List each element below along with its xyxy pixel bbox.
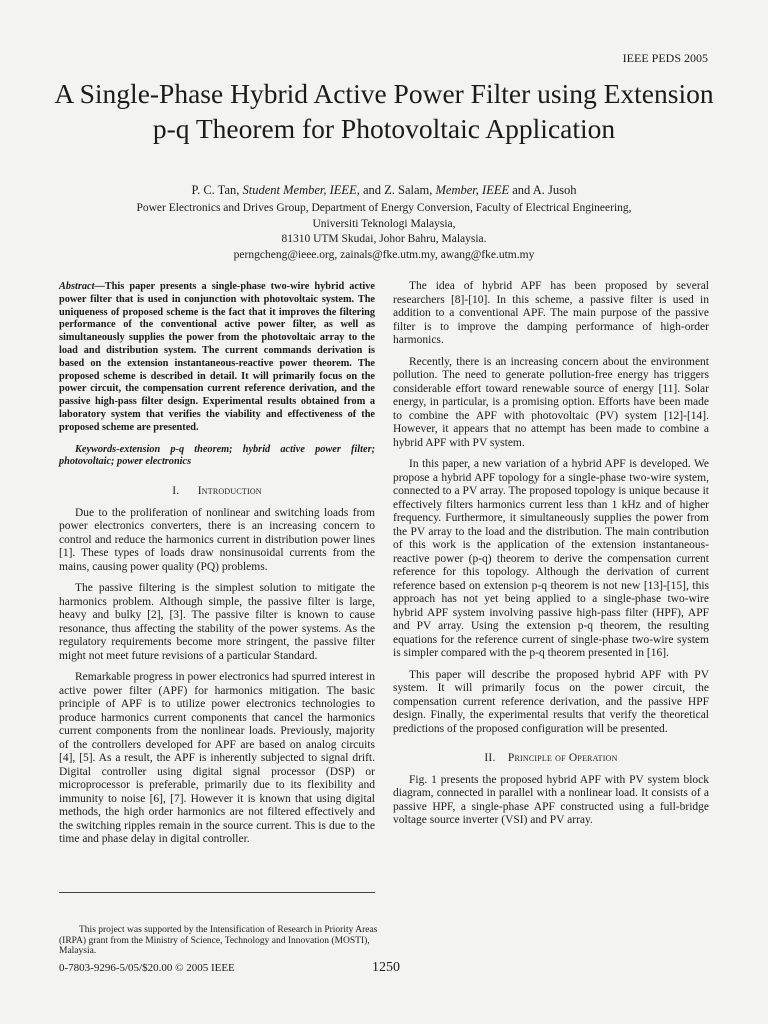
affiliation-emails: perngcheng@ieee.org, zainals@fke.utm.my, awang@fke.utm.my — [233, 248, 535, 261]
author-1: P. C. Tan, — [191, 183, 240, 197]
author-3: and A. Jusoh — [512, 183, 577, 197]
affiliation-block — [60, 201, 708, 263]
abstract-text: —This paper presents a single-phase two-wire hybrid active power filter that is used in conjunction with photovoltaic system. The uniqueness of proposed scheme is the fact that it improves the filtering performance of the conventional active power filter, as well as simultaneously supplies the power from the photovoltaic array to the load and distribution system. The current commands derivation is based on the extension instantaneous-reactive power theorem. The proposed scheme is described in detail. It will primarily focus on the power circuit, the compensation current reference derivation, and the passive high-pass filter design. Experimental results obtained from a laboratory system that verifies the viability and effectiveness of the proposed scheme are presented. — [59, 281, 375, 433]
right-column — [393, 280, 709, 836]
left-column — [59, 281, 375, 855]
paragraph: In this paper, a new variation of a hybrid APF is developed. We propose a hybrid APF topology for a single-phase two-wire system, connected to a PV array. The proposed topology is unique because it effectively filters harmonics current less than 1 kHz and of higher frequency. Furthermore, it simultaneously supplies the power from the PV array to the load and the distribution. The main contribution of this work is the application of the extension instantaneous-reactive power (p-q) theorem to derive the compensation current reference for this topology. Although the derivation of current reference based on extension p-q theorem is not new [13]-[15], this approach has not yet being applied to a single-phase two-wire hybrid APF system involving passive high-pass filter (HPF), APF and PV array. Using the extension p-q theorem, the resulting equations for the reference current of single-phase two-wire system is simpler compared with the p-q theorem presented in [16]. — [393, 458, 709, 659]
section-heading-introduction — [59, 485, 375, 499]
copyright-line: 0-7803-9296-5/05/$20.00 © 2005 IEEE — [59, 962, 235, 974]
affiliation-line: 81310 UTM Skudai, Johor Bahru, Malaysia. — [281, 233, 487, 245]
conference-header: IEEE PEDS 2005 — [622, 51, 708, 65]
author-2-role: Member, IEEE — [435, 183, 510, 197]
section-title: Principle of Operation — [507, 752, 618, 764]
paper-title: A Single-Phase Hybrid Active Power Filter using Extension p-q Theorem for Photovoltaic Application — [54, 78, 714, 144]
section-number: I. — [172, 485, 180, 498]
affiliation-line: Power Electronics and Drives Group, Department of Energy Conversion, Faculty of Electrical Engineering, — [136, 202, 632, 214]
section-number: II. — [484, 752, 496, 764]
keywords: Keywords-extension p-q theorem; hybrid active power filter; photovoltaic; power electronics — [59, 443, 375, 468]
footnote-divider — [59, 892, 375, 893]
paragraph: Fig. 1 presents the proposed hybrid APF with PV system block diagram, connected in parallel with a nonlinear load. It consists of a passive HPF, a single-phase APF constructed using a full-bridge voltage source inverter (VSI) and PV array. — [393, 773, 709, 826]
paragraph: The idea of hybrid APF has been proposed by several researchers [8]-[10]. In this scheme, a passive filter is used in addition to a conventional APF. The main purpose of the passive filter is to improve the damping performance of high-order harmonics. — [393, 280, 709, 346]
abstract-label: Abstract — [59, 281, 95, 292]
author-1-role: Student Member, IEEE, — [242, 183, 360, 197]
affiliation-line: Universiti Teknologi Malaysia, — [312, 217, 456, 230]
author-line — [40, 183, 728, 198]
paragraph: Remarkable progress in power electronics had spurred interest in active power filter (APF) for harmonics mitigation. The basic principle of APF is to utilize power electronics technologies to produce harmonics current components that cancel the harmonics current components from the nonlinear loads. Previously, majority of the controllers developed for APF are based on analog circuits [4], [5]. As a result, the APF is inherently subjected to signal drift. Digital controller using digital signal processor (DSP) or microprocessor is preferable, primarily due to its flexibility and immunity to noise [6], [7]. However it is known that using digital methods, the high order harmonics are not filtered effectively and the switching ripples remain in the source current. This is due to the time and phase delay in digital controller. — [59, 671, 375, 846]
footnote: This project was supported by the Intensification of Research in Priority Areas (IRPA) grant from the Ministry of Science, Technology and Innovation (MOSTI), Malaysia. — [59, 925, 378, 956]
section-title: Introduction — [197, 485, 262, 498]
paragraph: Recently, there is an increasing concern about the environment pollution. The need to generate pollution-free energy has triggers considerable effort toward renewable source of energy [11]. Solar energy, in particular, is a promising option. Efforts have been made to combine the APF with photovoltaic (PV) system [12]-[14]. However, it appears that no attempt has been made to combine a hybrid APF with PV system. — [393, 355, 709, 449]
paragraph: Due to the proliferation of nonlinear and switching loads from power electronics converters, there is an increasing concern to control and reduce the harmonics current in distribution power lines [1]. These types of loads draw nonsinusoidal currents from the mains, causing power quality (PQ) problems. — [59, 506, 375, 573]
paragraph: The passive filtering is the simplest solution to mitigate the harmonics problem. Although simple, the passive filter is large, heavy and bulky [2], [3]. The passive filter is known to cause resonance, thus affecting the stability of the power systems. As the regulatory requirements become more stringent, the passive filter might not meet future revisions of a particular Standard. — [59, 582, 375, 662]
author-2: and Z. Salam, — [362, 183, 433, 197]
page-number: 1250 — [372, 960, 400, 975]
section-heading-principle-of-operation — [393, 752, 709, 766]
paragraph: This paper will describe the proposed hybrid APF with PV system. It will primarily focus on the power circuit, the compensation current reference derivation, and the passive HPF design. Finally, the experimental results that verify the theoretical predictions of the proposed configuration will be presented. — [393, 668, 709, 735]
abstract — [59, 281, 375, 435]
